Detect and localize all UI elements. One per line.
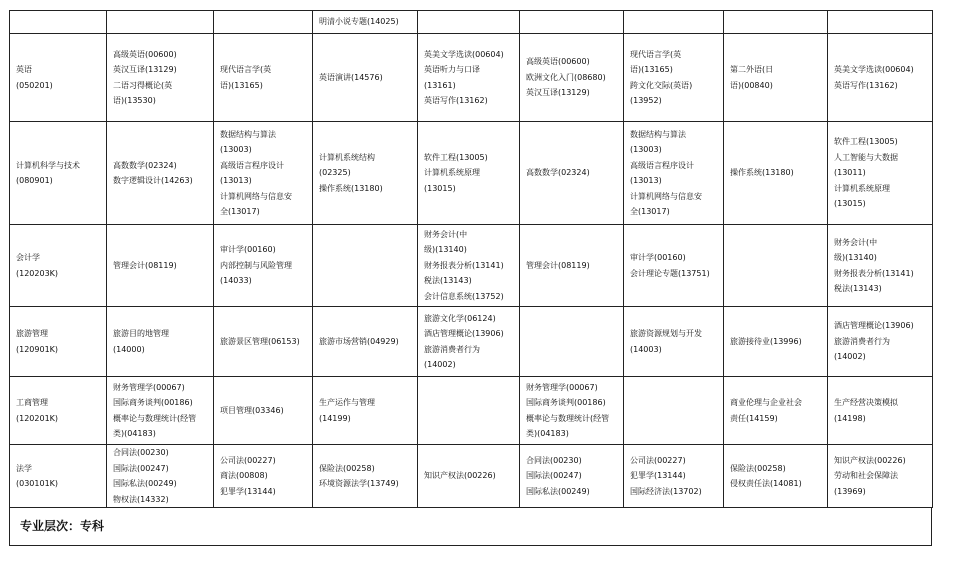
cell-line: 会计学 bbox=[16, 253, 40, 262]
cell-line: (120203K) bbox=[16, 268, 59, 278]
course-schedule-table bbox=[9, 10, 933, 508]
cell-line: 国际商务谈判(00186) bbox=[526, 398, 606, 407]
cell-line: 计算机系统原理 bbox=[424, 168, 480, 178]
cell-line: (13003) bbox=[630, 145, 662, 154]
cell-line: 英语听力与口译 bbox=[424, 65, 480, 74]
cell-line: (02325) bbox=[319, 168, 351, 178]
cell-line: 国际法(00247) bbox=[113, 463, 169, 473]
cell-line: 国际私法(00249) bbox=[113, 479, 177, 488]
cell-line: 旅游景区管理(06153) bbox=[220, 336, 300, 346]
course-cell bbox=[624, 307, 724, 377]
cell-line: 数字逻辑设计(14263) bbox=[113, 176, 193, 185]
cell-line: 财务报表分析(13141) bbox=[834, 268, 914, 278]
cell-line: 计算机系统结构 bbox=[319, 152, 375, 162]
table-cell bbox=[624, 11, 724, 34]
cell-line: 计算机系统原理 bbox=[834, 183, 890, 193]
cell-line: 跨文化交际(英语) bbox=[630, 80, 693, 90]
course-cell bbox=[313, 225, 418, 307]
cell-line: 责任(14159) bbox=[730, 413, 778, 423]
course-cell bbox=[520, 377, 624, 445]
cell-line: 税法(13143) bbox=[424, 276, 472, 286]
cell-line: 物权法(14332) bbox=[113, 494, 169, 504]
table-cell bbox=[724, 11, 828, 34]
course-cell bbox=[828, 34, 933, 122]
cell-line: (13015) bbox=[834, 199, 866, 209]
cell-line: 操作系统(13180) bbox=[730, 168, 794, 178]
table-row-top bbox=[10, 11, 933, 34]
cell-line: 明清小说专题(14025) bbox=[319, 17, 399, 27]
cell-line: 税法(13143) bbox=[834, 284, 882, 293]
cell-line: 项目管理(03346) bbox=[220, 405, 284, 415]
cell-line: 合同法(00230) bbox=[526, 455, 582, 465]
cell-line: 类)(04183) bbox=[526, 429, 569, 438]
course-cell bbox=[107, 445, 214, 508]
course-cell bbox=[624, 377, 724, 445]
cell-line: (14002) bbox=[834, 352, 866, 362]
cell-line: 全(13017) bbox=[220, 207, 260, 216]
cell-line: 语)(13165) bbox=[630, 65, 673, 74]
course-cell bbox=[828, 445, 933, 508]
cell-line: (14198) bbox=[834, 413, 866, 423]
cell-line: 英语写作(13162) bbox=[834, 80, 898, 90]
cell-line: 合同法(00230) bbox=[113, 448, 169, 457]
cell-line: 财务报表分析(13141) bbox=[424, 260, 504, 270]
cell-line: 概率论与数理统计(经管 bbox=[113, 413, 197, 423]
cell-line: 环境资源法学(13749) bbox=[319, 479, 399, 488]
cell-line: 英美文学选读(00604) bbox=[424, 49, 504, 59]
course-cell bbox=[624, 445, 724, 508]
course-cell bbox=[313, 122, 418, 225]
course-cell bbox=[724, 445, 828, 508]
cell-line: (050201) bbox=[16, 80, 53, 90]
table-row bbox=[10, 122, 933, 225]
course-cell bbox=[107, 34, 214, 122]
table-cell bbox=[10, 11, 107, 34]
course-cell bbox=[418, 445, 520, 508]
course-cell bbox=[313, 307, 418, 377]
course-cell bbox=[214, 34, 313, 122]
cell-line: (13161) bbox=[424, 80, 456, 90]
cell-line: 公司法(00227) bbox=[630, 455, 686, 465]
cell-line: 第二外语(日 bbox=[730, 65, 774, 74]
course-cell bbox=[107, 225, 214, 307]
cell-line: 旅游消费者行为 bbox=[424, 344, 480, 354]
level-footer-text: 专业层次：专科 bbox=[20, 519, 105, 533]
table-row bbox=[10, 307, 933, 377]
major-cell bbox=[10, 445, 107, 508]
course-cell bbox=[828, 377, 933, 445]
major-cell bbox=[10, 307, 107, 377]
cell-line: 级)(13140) bbox=[424, 245, 467, 255]
cell-line: (13013) bbox=[220, 176, 252, 185]
cell-line: 国际私法(00249) bbox=[526, 486, 590, 496]
cell-line: 保险法(00258) bbox=[319, 463, 375, 473]
cell-line: 英语演讲(14576) bbox=[319, 72, 383, 82]
table-row bbox=[10, 445, 933, 508]
course-cell bbox=[418, 225, 520, 307]
major-cell bbox=[10, 34, 107, 122]
cell-line: 犯罪学(13144) bbox=[220, 486, 276, 496]
course-cell bbox=[624, 225, 724, 307]
cell-line: 财务会计(中 bbox=[834, 237, 878, 247]
cell-line: 高级英语(00600) bbox=[113, 49, 177, 59]
course-cell bbox=[107, 377, 214, 445]
table-cell bbox=[418, 11, 520, 34]
cell-line: 保险法(00258) bbox=[730, 463, 786, 473]
course-cell bbox=[520, 225, 624, 307]
cell-line: 生产运作与管理 bbox=[319, 398, 375, 407]
cell-line: 法学 bbox=[16, 463, 32, 473]
cell-line: 二语习得概论(英 bbox=[113, 80, 173, 90]
cell-line: 财务管理学(00067) bbox=[526, 382, 598, 392]
course-cell bbox=[107, 122, 214, 225]
major-cell bbox=[10, 122, 107, 225]
table-row bbox=[10, 225, 933, 307]
cell-line: (13015) bbox=[424, 183, 456, 193]
cell-line: 语)(00840) bbox=[730, 80, 773, 90]
course-cell bbox=[214, 225, 313, 307]
cell-line: 高数数学(02324) bbox=[526, 168, 590, 178]
major-cell bbox=[10, 377, 107, 445]
cell-line: (14199) bbox=[319, 413, 351, 423]
course-cell bbox=[214, 445, 313, 508]
cell-line: 计算机网络与信息安 bbox=[220, 191, 292, 201]
course-cell bbox=[214, 307, 313, 377]
course-cell bbox=[828, 122, 933, 225]
course-cell bbox=[107, 307, 214, 377]
cell-line: 旅游接待业(13996) bbox=[730, 336, 802, 346]
cell-line: 国际商务谈判(00186) bbox=[113, 398, 193, 407]
table-cell bbox=[520, 11, 624, 34]
table-cell bbox=[107, 11, 214, 34]
course-cell bbox=[214, 377, 313, 445]
cell-line: 高级英语(00600) bbox=[526, 57, 590, 67]
cell-line: 现代语言学(英 bbox=[630, 49, 682, 59]
course-cell bbox=[724, 225, 828, 307]
course-cell bbox=[313, 34, 418, 122]
cell-line: 公司法(00227) bbox=[220, 455, 276, 465]
cell-line: 英汉互译(13129) bbox=[526, 88, 590, 98]
cell-line: 内部控制与风险管理 bbox=[220, 260, 292, 270]
cell-line: 概率论与数理统计(经管 bbox=[526, 413, 610, 423]
course-cell bbox=[724, 307, 828, 377]
cell-line: (13011) bbox=[834, 168, 866, 178]
cell-line: (14033) bbox=[220, 276, 252, 286]
cell-line: 旅游目的地管理 bbox=[113, 329, 169, 338]
cell-line: (120201K) bbox=[16, 413, 59, 423]
table-cell bbox=[828, 11, 933, 34]
course-cell bbox=[724, 377, 828, 445]
table-cell bbox=[214, 11, 313, 34]
cell-line: 财务管理学(00067) bbox=[113, 382, 185, 392]
course-cell bbox=[418, 307, 520, 377]
course-cell bbox=[313, 377, 418, 445]
course-cell bbox=[724, 34, 828, 122]
cell-line: 旅游市场营销(04929) bbox=[319, 336, 399, 346]
cell-line: 软件工程(13005) bbox=[834, 137, 898, 147]
cell-line: (13969) bbox=[834, 486, 866, 496]
cell-line: 高数数学(02324) bbox=[113, 160, 177, 170]
major-cell bbox=[10, 225, 107, 307]
cell-line: 会计理论专题(13751) bbox=[630, 268, 710, 278]
cell-line: 欧洲文化入门(08680) bbox=[526, 72, 606, 82]
cell-line: 知识产权法(00226) bbox=[834, 455, 906, 465]
course-cell bbox=[624, 122, 724, 225]
cell-line: 旅游资源规划与开发 bbox=[630, 329, 702, 338]
cell-line: 商业伦理与企业社会 bbox=[730, 398, 802, 407]
cell-line: 语)(13165) bbox=[220, 80, 263, 90]
cell-line: 财务会计(中 bbox=[424, 229, 468, 239]
cell-line: 劳动和社会保障法 bbox=[834, 471, 898, 481]
cell-line: 高级语言程序设计 bbox=[630, 160, 694, 170]
cell-line: 旅游消费者行为 bbox=[834, 336, 890, 346]
cell-line: 数据结构与算法 bbox=[630, 129, 686, 139]
cell-line: 计算机网络与信息安 bbox=[630, 191, 702, 201]
cell-line: 酒店管理概论(13906) bbox=[424, 329, 504, 338]
cell-line: (120901K) bbox=[16, 344, 59, 354]
cell-line: 审计学(00160) bbox=[220, 245, 276, 255]
cell-line: 全(13017) bbox=[630, 207, 670, 216]
cell-line: 操作系统(13180) bbox=[319, 183, 383, 193]
cell-line: (030101K) bbox=[16, 479, 59, 488]
course-cell bbox=[418, 377, 520, 445]
cell-line: 软件工程(13005) bbox=[424, 152, 488, 162]
table-cell bbox=[313, 11, 418, 34]
course-cell bbox=[520, 34, 624, 122]
cell-line: 计算机科学与技术 bbox=[16, 160, 80, 170]
cell-line: 知识产权法(00226) bbox=[424, 471, 496, 481]
cell-line: 旅游管理 bbox=[16, 329, 48, 338]
cell-line: 数据结构与算法 bbox=[220, 129, 276, 139]
table-row bbox=[10, 377, 933, 445]
cell-line: 旅游文化学(06124) bbox=[424, 313, 496, 323]
level-footer bbox=[9, 508, 932, 546]
cell-line: 国际法(00247) bbox=[526, 471, 582, 481]
course-cell bbox=[828, 225, 933, 307]
cell-line: (14002) bbox=[424, 360, 456, 369]
cell-line: 类)(04183) bbox=[113, 429, 156, 438]
cell-line: 酒店管理概论(13906) bbox=[834, 321, 914, 331]
cell-line: 生产经营决策模拟 bbox=[834, 398, 898, 407]
table-row bbox=[10, 34, 933, 122]
cell-line: 侵权责任法(14081) bbox=[730, 479, 802, 488]
cell-line: 管理会计(08119) bbox=[113, 260, 177, 270]
course-cell bbox=[520, 445, 624, 508]
cell-line: 人工智能与大数据 bbox=[834, 152, 898, 162]
course-cell bbox=[418, 34, 520, 122]
cell-line: (14003) bbox=[630, 344, 662, 354]
cell-line: 英汉互译(13129) bbox=[113, 65, 177, 74]
cell-line: (13952) bbox=[630, 96, 662, 105]
cell-line: 英语写作(13162) bbox=[424, 96, 488, 105]
cell-line: 语)(13530) bbox=[113, 96, 156, 105]
cell-line: 犯罪学(13144) bbox=[630, 471, 686, 481]
course-cell bbox=[624, 34, 724, 122]
schedule-wrapper bbox=[9, 10, 933, 546]
course-cell bbox=[418, 122, 520, 225]
cell-line: (14000) bbox=[113, 344, 145, 354]
course-cell bbox=[520, 307, 624, 377]
cell-line: 会计信息系统(13752) bbox=[424, 291, 504, 301]
cell-line: 现代语言学(英 bbox=[220, 65, 272, 74]
course-cell bbox=[724, 122, 828, 225]
cell-line: 国际经济法(13702) bbox=[630, 486, 702, 496]
course-cell bbox=[828, 307, 933, 377]
cell-line: (080901) bbox=[16, 176, 53, 185]
cell-line: (13013) bbox=[630, 176, 662, 185]
cell-line: 高级语言程序设计 bbox=[220, 160, 284, 170]
cell-line: 级)(13140) bbox=[834, 253, 877, 262]
cell-line: 审计学(00160) bbox=[630, 253, 686, 262]
cell-line: 工商管理 bbox=[16, 398, 48, 407]
course-cell bbox=[520, 122, 624, 225]
cell-line: 商法(00808) bbox=[220, 471, 268, 481]
cell-line: 管理会计(08119) bbox=[526, 260, 590, 270]
cell-line: (13003) bbox=[220, 145, 252, 154]
cell-line: 英美文学选读(00604) bbox=[834, 65, 914, 74]
course-cell bbox=[313, 445, 418, 508]
cell-line: 英语 bbox=[16, 65, 32, 74]
course-cell bbox=[214, 122, 313, 225]
